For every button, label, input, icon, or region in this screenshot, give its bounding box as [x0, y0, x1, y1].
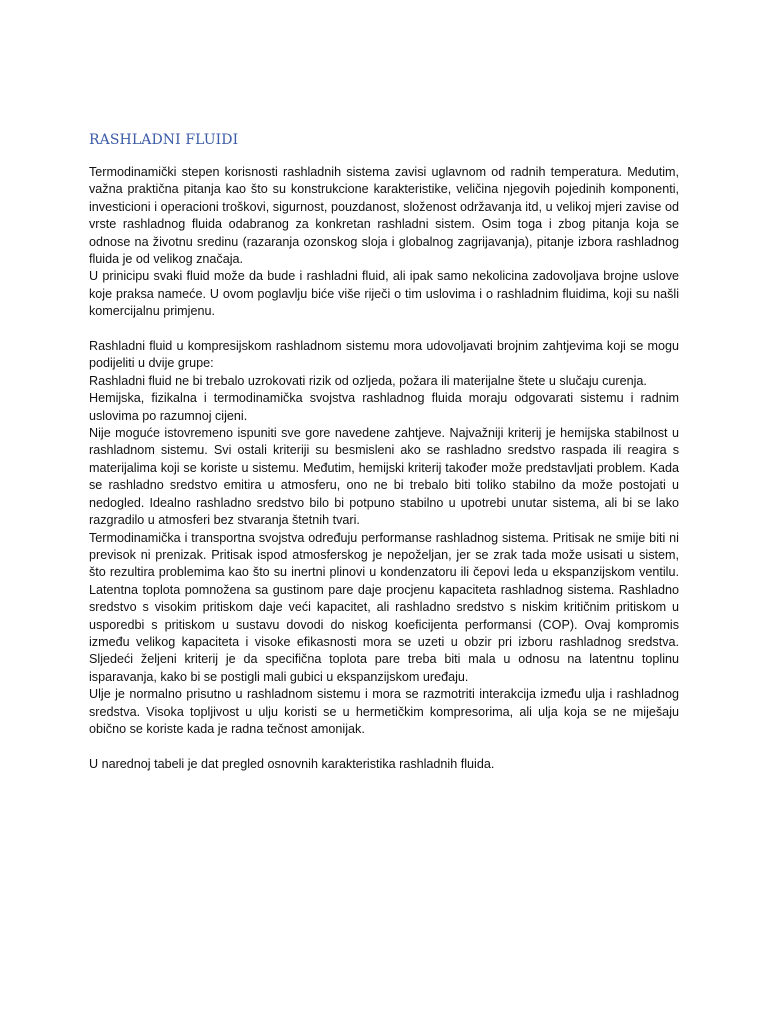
paragraph-properties: Hemijska, fizikalna i termodinamička svojstva rashladnog fluida moraju odgovarati sistemu i radnim uslovima po razumnoj cijeni.: [89, 391, 679, 423]
paragraph-table-note: U narednoj tabeli je dat pregled osnovnih karakteristika rashladnih fluida.: [89, 756, 495, 771]
paragraph-requirements: Rashladni fluid u kompresijskom rashladnom sistemu mora udovoljavati brojnim zahtjevima koji se mogu podijeliti u dvije grupe:: [89, 339, 679, 371]
paragraph-intro: Termodinamički stepen korisnosti rashladnih sistema zavisi uglavnom od radnih temperatura. Medutim, važna praktična pitanja kao što su konstrukcione karakteristike, veličina njegovih pojedinih komponenti, investicioni i operacioni troškovi, sigurnost, pouzdanost, složenost održavanja itd, u velikoj mjeri zavise od vrste rashladnog fluida odabranog za konkretan rashladni sistem. Osim toga i zbog pitanja koja se odnose na životnu sredinu (razaranja ozonskog sloja i globalnog zagrijavanja), pitanje izbora rashladnog fluida je od velikog značaja.: [89, 165, 679, 267]
paragraph-oil: Ulje je normalno prisutno u rashladnom sistemu i mora se razmotriti interakcija između ulja i rashladnog sredstva. Visoka topljivost u ulju koristi se u hermetičkim kompresorima, ali ulja koja se ne miješaju obično se koriste kada je radna tečnost amonijak.: [89, 687, 679, 736]
paragraph-stability: Nije moguće istovremeno ispuniti sve gore navedene zahtjeve. Najvažniji kriterij je hemijska stabilnost u rashladnom sistemu. Svi ostali kriteriji su besmisleni ako se rashladno sredstvo raspada ili reagira s materijalima koji se koriste u sistemu. Međutim, hemijski kriterij također može predstavljati problem. Kada se rashladno sredstvo emitira u atmosferu, ono ne bi trebalo biti toliko stabilno da može postojati u nedogled. Idealno rashladno sredstvo bilo bi potpuno stabilno u upotrebi unutar sistema, ali bi se lako razgradilo u atmosferi bez stvaranja štetnih tvari.: [89, 426, 679, 528]
paragraph-safety: Rashladni fluid ne bi trebalo uzrokovati rizik od ozljeda, požara ili materijalne štete u slučaju curenja.: [89, 373, 647, 388]
paragraph-principle: U prinicipu svaki fluid može da bude i rashladni fluid, ali ipak samo nekolicina zadovoljava brojne uslove koje praksa nameće. U ovom poglavlju biće više riječi o tim uslovima i o rashladnim fluidima, koji su našli komercijalnu primjenu.: [89, 269, 679, 319]
section-heading: RASHLADNI FLUIDI: [89, 132, 239, 148]
paragraph-thermodynamics: Termodinamička i transportna svojstva određuju performanse rashladnog sistema. Pritisak ne smije biti ni previsok ni prenizak. Pritisak ispod atmosferskog je nepoželjan, jer se zrak tada može usisati u sistem, što rezultira problemima kao što su inertni plinovi u kondenzatoru ili čepovi leda u ekspanzijskom ventilu. Latentna toplota pomnožena sa gustinom pare daje procjenu kapaciteta rashladnog sistema. Rashladno sredstvo s visokim pritiskom daje veći kapacitet, ali rashladno sredstvo s niskim kritičnim pritiskom u usporedbi s pritiskom u sustavu dovodi do niskog koeficijenta performansi (COP). Ovaj kompromis između velikog kapaciteta i visoke efikasnosti mora se uzeti u obzir pri izboru rashladnog sredstva. Sljedeći željeni kriterij je da specifična toplota pare treba biti mala u odnosu na latentnu toplinu isparavanja, kako bi se postigli mali gubici u ekspanzijskom uređaju.: [89, 530, 679, 684]
body-text: [89, 164, 679, 773]
